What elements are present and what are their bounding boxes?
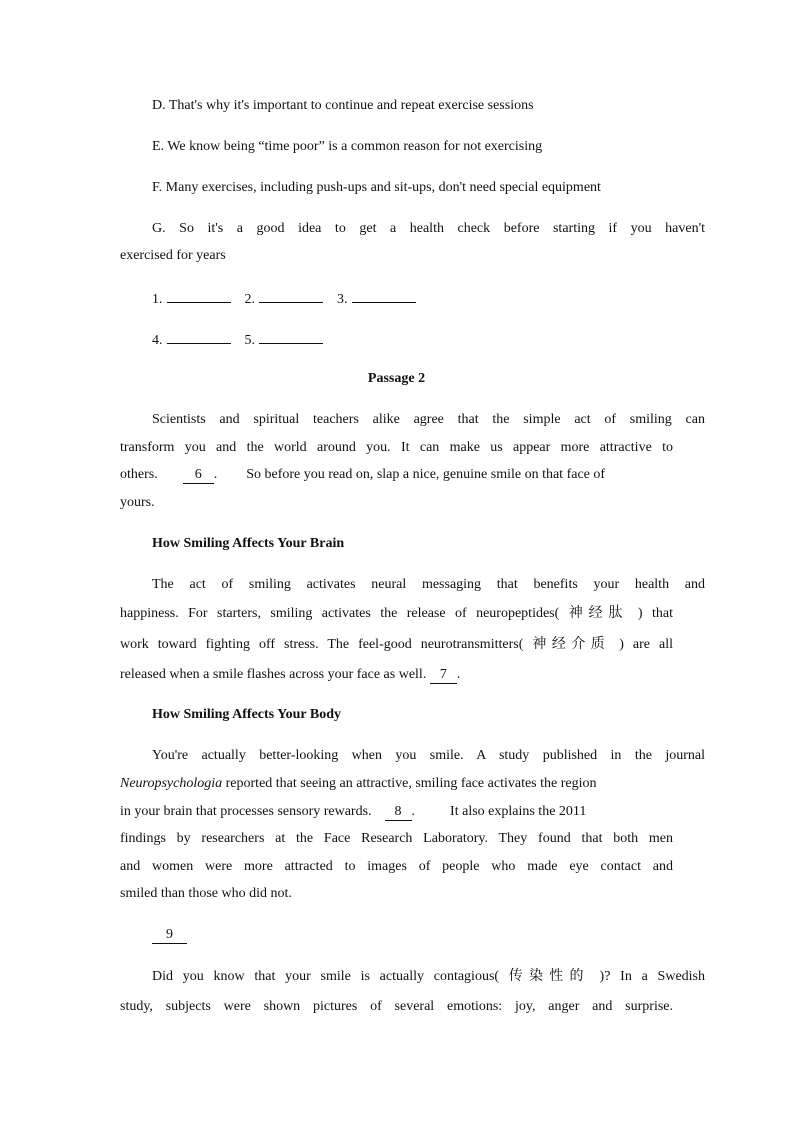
blank-9-line (120, 926, 705, 944)
journal-name: Neuropsychologia (120, 776, 223, 791)
brain-line-3: work toward fighting off stress. The feel-good neurotransmitters( 神经介质 ) are all (120, 637, 673, 652)
option-e: E. We know being “time poor” is a common reason for not exercising (152, 139, 543, 154)
intro-line-4: yours. (120, 495, 155, 510)
intro-line-3-start: others. (120, 467, 158, 482)
answer-number-5: 5. (244, 333, 255, 348)
passage-title: Passage 2 (367, 371, 426, 386)
body-line-3: in your brain that processes sensory rewards. 8 . It also explains the 2011 (120, 804, 587, 819)
body-line-6: smiled than those who did not. (120, 886, 292, 901)
option-g-line1: G. So it's a good idea to get a health check before starting if you haven't (152, 221, 705, 236)
answer-blank-4[interactable] (167, 329, 231, 344)
brain-line-1: The act of smiling activates neural messaging that benefits your health and (152, 577, 705, 592)
intro-line-3: others. 6 . So before you read on, slap a nice, genuine smile on that face of (120, 467, 606, 482)
heading-brain: How Smiling Affects Your Brain (152, 536, 345, 551)
answer-blank-2[interactable] (259, 288, 323, 303)
answer-blank-3[interactable] (352, 288, 416, 303)
answer-number-3: 3. (337, 292, 348, 307)
answer-row-1 (120, 288, 705, 309)
intro-line-3-end: So before you read on, slap a nice, genuine smile on that face of (246, 467, 606, 482)
answer-blank-5[interactable] (259, 329, 323, 344)
blank-6[interactable]: 6 (183, 467, 214, 484)
option-d: D. That's why it's important to continue and repeat exercise sessions (152, 98, 534, 113)
blank-9[interactable]: 9 (152, 927, 187, 944)
intro-line-2: transform you and the world around you. It can make us appear more attractive to (120, 440, 673, 455)
answer-blank-1[interactable] (167, 288, 231, 303)
body-line-3-end: It also explains the 2011 (450, 804, 587, 819)
heading-body: How Smiling Affects Your Body (152, 707, 342, 722)
option-g-line2: exercised for years (120, 248, 226, 263)
intro-line-1: Scientists and spiritual teachers alike agree that the simple act of smiling can (152, 412, 705, 427)
body-line-4: findings by researchers at the Face Research Laboratory. They found that both men (120, 831, 673, 846)
body-line-5: and women were more attracted to images of people who made eye contact and (120, 859, 673, 874)
answer-row-2 (120, 329, 705, 350)
body-line-2 (120, 775, 673, 793)
brain-line-4: released when a smile flashes across your face as well. 7 . (120, 667, 461, 682)
blank-8[interactable]: 8 (385, 804, 412, 821)
answer-number-4: 4. (152, 333, 163, 348)
contagious-line-1: Did you know that your smile is actually contagious( 传染性的 )? In a Swedish (152, 969, 705, 984)
body-line-1: You're actually better-looking when you smile. A study published in the journal (152, 748, 705, 763)
brain-line-2: happiness. For starters, smiling activates the release of neuropeptides( 神经肽 ) that (120, 606, 673, 621)
brain-line-4-start: released when a smile flashes across your face as well. (120, 667, 427, 682)
answer-number-1: 1. (152, 292, 163, 307)
body-line-2-rest: reported that seeing an attractive, smiling face activates the region (222, 776, 597, 791)
option-f: F. Many exercises, including push-ups and sit-ups, don't need special equipment (152, 180, 601, 195)
contagious-line-2: study, subjects were shown pictures of several emotions: joy, anger and surprise. (120, 999, 673, 1014)
blank-7[interactable]: 7 (430, 667, 457, 684)
answer-number-2: 2. (244, 292, 255, 307)
body-line-3-start: in your brain that processes sensory rewards. (120, 804, 372, 819)
